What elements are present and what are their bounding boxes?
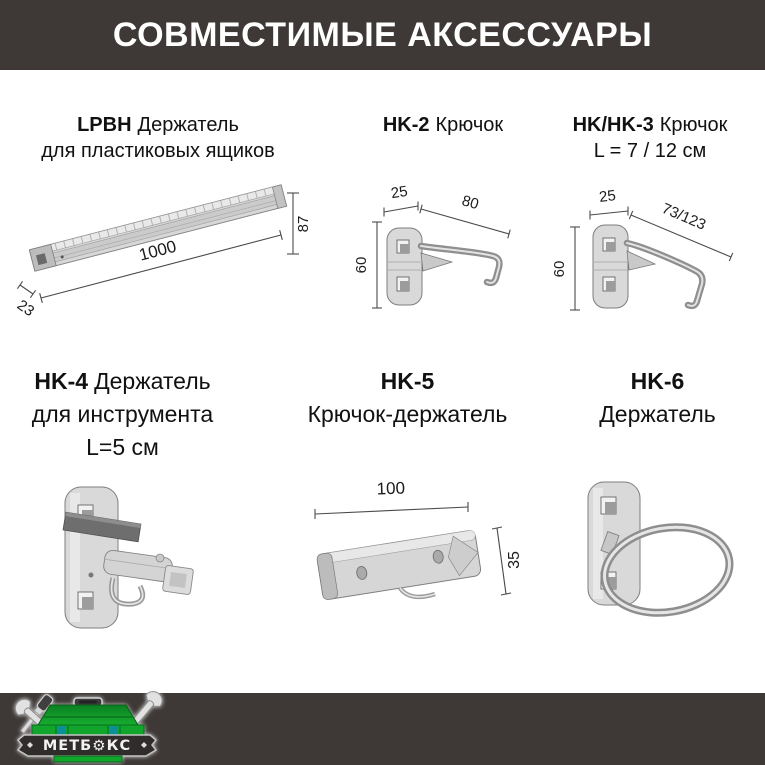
product-name: Держатель: [137, 114, 239, 136]
product-title-line1: [10, 112, 306, 138]
product-code: HK-6: [630, 368, 685, 394]
dimension-width: [590, 187, 628, 219]
dimension-height: [551, 227, 580, 310]
product-code: HK-4: [34, 368, 89, 394]
product-title-line1: [10, 365, 235, 398]
header-bar: [0, 0, 765, 70]
brand-text-part: КС: [106, 738, 132, 754]
dimension-label: 60: [353, 256, 370, 274]
product-card-hk6: [555, 365, 760, 635]
dimension-length: [315, 479, 468, 519]
dimension-label: 73/123: [659, 200, 709, 234]
product-title-line2: Крючок-держатель: [307, 401, 508, 427]
page-title: СОВМЕСТИМЫЕ АКСЕССУАРЫ: [112, 15, 653, 54]
product-title-line1: [545, 112, 755, 138]
dimension-height: [287, 193, 312, 254]
hook-arm: [627, 243, 702, 306]
product-code: HK-2: [382, 114, 430, 136]
dimension-label: 35: [506, 551, 523, 569]
dimension-depth: [14, 281, 37, 320]
hk4-holder-drawing: [10, 480, 235, 640]
dimension-label: 23: [13, 296, 38, 321]
logo-base-bar: [54, 756, 122, 762]
product-card-lpbh: [10, 112, 312, 342]
product-name: Крючок: [659, 114, 728, 136]
lpbh-rail-drawing: [10, 172, 312, 342]
brand-text: [43, 737, 131, 755]
product-title-line1: [355, 112, 531, 138]
product-name: Крючок: [435, 114, 504, 136]
product-title-line2: для пластиковых ящиков: [41, 140, 275, 162]
product-title-line2: для инструмента: [31, 401, 214, 427]
gear-icon: ⚙: [92, 736, 107, 755]
product-title-line1: [555, 365, 760, 398]
dimension-label: 25: [598, 187, 617, 206]
hk3-hook-drawing: [545, 170, 755, 345]
product-title-line1: [285, 365, 530, 398]
product-name: Держатель: [94, 368, 211, 394]
backplate: [387, 228, 422, 305]
product-card-hk3: [545, 112, 755, 345]
hk2-hook-drawing: [355, 150, 531, 325]
brand-logo: [8, 695, 166, 763]
dimension-height: [492, 527, 523, 595]
dimension-height: [353, 222, 382, 308]
product-code: LPBH: [77, 114, 132, 136]
product-title-line2: L = 7 / 12 см: [593, 140, 707, 162]
product-card-hk4: [10, 365, 235, 640]
product-title-line2: Держатель: [599, 401, 716, 427]
hk5-bracket-drawing: [285, 470, 530, 630]
product-code: HK/HK-3: [572, 114, 654, 136]
dimension-label: 60: [551, 260, 568, 278]
product-card-hk5: [285, 365, 530, 630]
dimension-width: [384, 183, 418, 217]
product-title-line3: L=5 см: [86, 434, 159, 460]
brand-text-part: МЕТБ: [42, 738, 93, 754]
brand-plaque: [18, 735, 156, 756]
wire-clip: [400, 588, 435, 597]
dimension-label: 87: [295, 215, 312, 233]
dimension-label: 80: [459, 192, 481, 214]
backplate: [593, 225, 628, 308]
product-code: HK-5: [380, 368, 435, 394]
product-card-hk2: [355, 112, 531, 325]
hk6-ring-holder-drawing: [555, 475, 760, 635]
dimension-label: 25: [389, 182, 409, 203]
hook-arm: [421, 246, 499, 283]
dimension-label: 100: [376, 478, 406, 499]
dimension-label: 1000: [136, 236, 179, 265]
dimension-length: [420, 192, 510, 238]
